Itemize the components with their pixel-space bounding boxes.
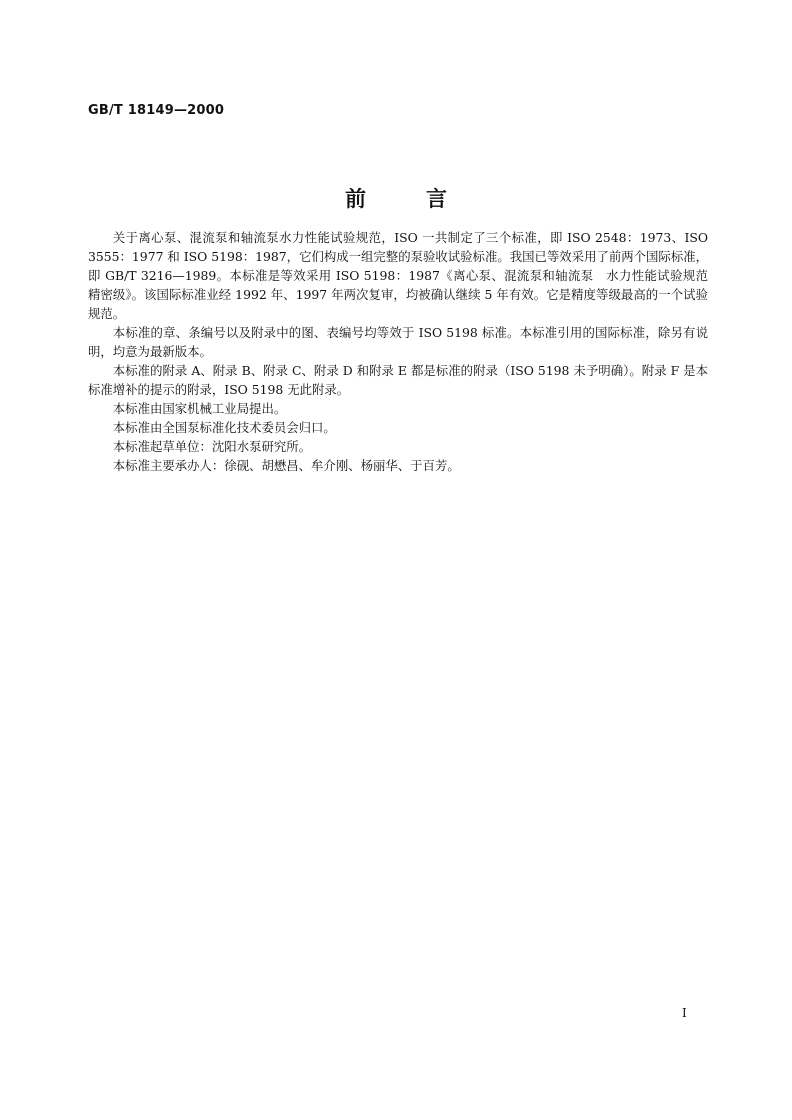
paragraph-committee: 本标准由全国泵标准化技术委员会归口。: [112, 420, 336, 435]
paragraph-annexes: 本标准的附录 A、附录 B、附录 C、附录 D 和附录 E 都是标准的附录（ISO 5198 未予明确）。附录 F 是本标准增补的提示的附录，ISO 5198 无此附录。: [88, 363, 708, 397]
paragraph-drafters: 本标准主要承办人：徐砚、胡懋昌、牟介刚、杨丽华、于百芳。: [112, 458, 460, 473]
page-number: I: [682, 1006, 687, 1020]
title-char-2: 言: [426, 186, 447, 211]
paragraph-scope: 关于离心泵、混流泵和轴流泵水力性能试验规范，ISO 一共制定了三个标准，即 ISO 2548：1973、ISO 3555：1977 和 ISO 5198：1987，它们构成一组完整的泵验收试验标准。我国已等效采用了前两个国际标准，即 GB/T 3216—1989。本标准是等效采用 ISO 5198：1987《离心泵、混流泵和轴流泵 水力性能试验规范 精密级》。该国际标准业经 1992 年、1997 年两次复审，均被确认继续 5 年有效。它是精度等级最高的一个试验规范。: [88, 230, 721, 321]
paragraph-drafting-unit: 本标准起草单位：沈阳水泵研究所。: [112, 439, 312, 454]
standard-code: GB/T 18149—2000: [88, 103, 225, 118]
paragraph-proposer: 本标准由国家机械工业局提出。: [112, 401, 287, 416]
page-title: [0, 183, 792, 213]
title-char-1: 前: [345, 186, 366, 211]
foreword-body: [88, 228, 721, 475]
paragraph-numbering: 本标准的章、条编号以及附录中的图、表编号均等效于 ISO 5198 标准。本标准引用的国际标准，除另有说明，均意为最新版本。: [88, 325, 708, 359]
